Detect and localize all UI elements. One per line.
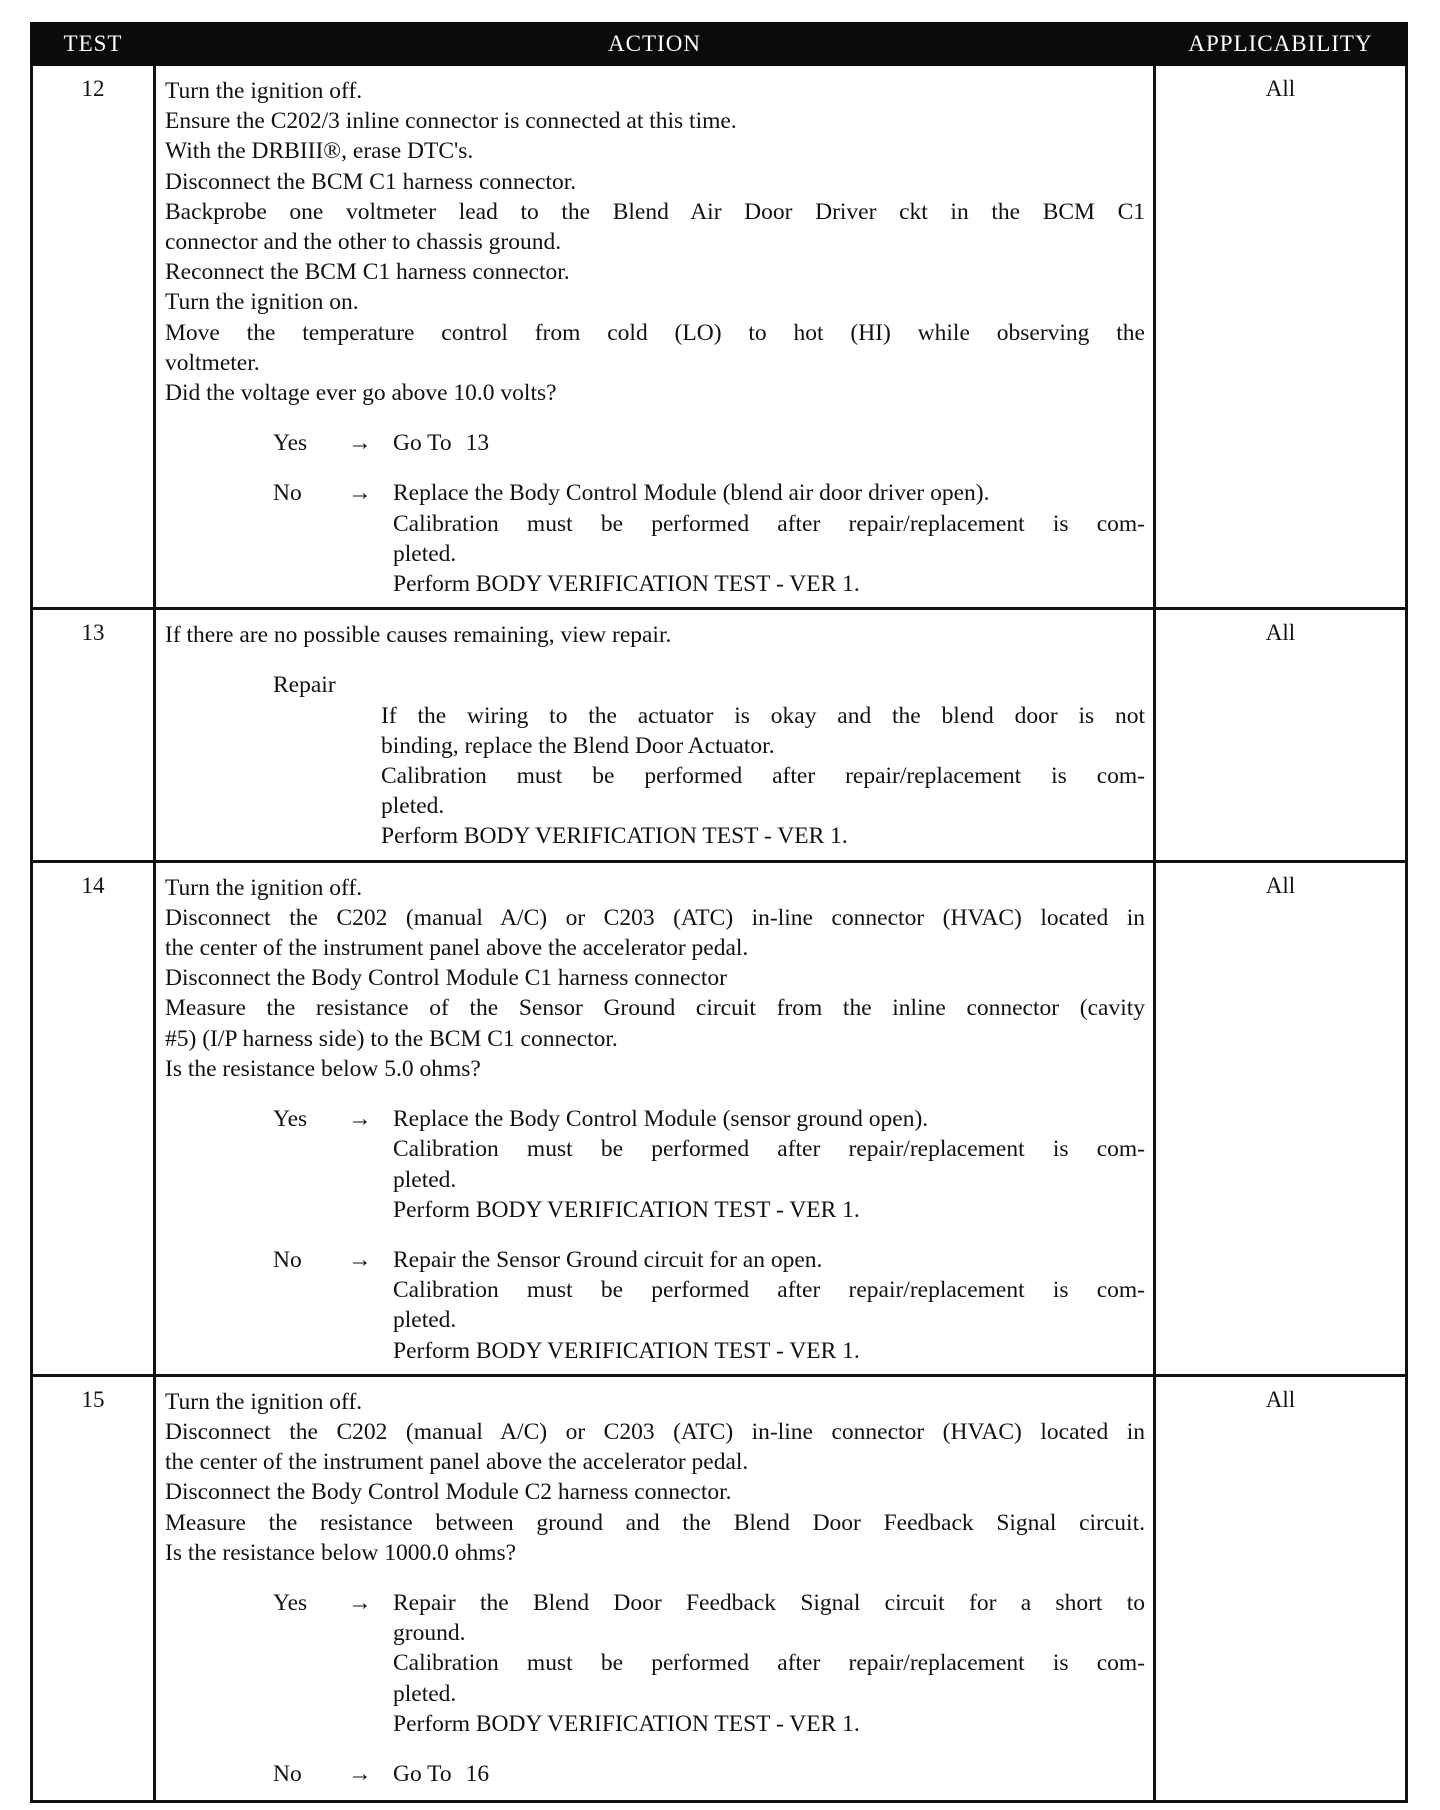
result-line: Replace the Body Control Module (blend air door driver open). — [393, 480, 990, 507]
action-cell — [155, 609, 1155, 861]
repair-line: Perform BODY VERIFICATION TEST - VER 1. — [381, 823, 848, 850]
header-test: TEST — [32, 24, 155, 65]
repair-line: If the wiring to the actuator is okay and the blend door is not — [381, 702, 1145, 729]
result-line: Perform BODY VERIFICATION TEST - VER 1. — [393, 1337, 860, 1364]
step-line: the center of the instrument panel above the accelerator pedal. — [165, 935, 749, 962]
yes-result — [165, 1104, 1145, 1225]
action-cell — [155, 65, 1155, 609]
step-line: Disconnect the C202 (manual A/C) or C203 (ATC) in-line connector (HVAC) located in — [165, 1418, 1145, 1445]
step-line: the center of the instrument panel above the accelerator pedal. — [165, 1449, 749, 1476]
no-label: No — [273, 1246, 302, 1273]
result-line: Calibration must be performed after repair/replacement is com- — [393, 510, 1145, 537]
step-line: Disconnect the Body Control Module C1 harness connector — [165, 965, 727, 992]
result-line: Calibration must be performed after repair/replacement is com- — [393, 1650, 1145, 1677]
test-row-14 — [32, 861, 1407, 1375]
repair-line: pleted. — [381, 793, 445, 820]
result-line: pleted. — [393, 540, 457, 567]
step-line: Did the voltage ever go above 10.0 volts? — [165, 380, 557, 407]
step-line: Backprobe one voltmeter lead to the Blend Air Door Driver ckt in the BCM C1 — [165, 198, 1145, 225]
step-line: voltmeter. — [165, 349, 260, 376]
result-line: Replace the Body Control Module (sensor ground open). — [393, 1106, 929, 1133]
step-line: Disconnect the C202 (manual A/C) or C203 (ATC) in-line connector (HVAC) located in — [165, 904, 1145, 931]
yes-label: Yes — [273, 430, 308, 457]
arrow-icon: → — [348, 1589, 372, 1616]
goto-instruction — [393, 428, 1145, 458]
repair-label: Repair — [273, 672, 336, 699]
step-line: Turn the ignition on. — [165, 289, 359, 316]
no-label: No — [273, 1760, 302, 1787]
step-line: Measure the resistance between ground and the Blend Door Feedback Signal circuit. — [165, 1509, 1145, 1536]
no-result — [165, 1759, 1145, 1789]
step-line: If there are no possible causes remaining, view repair. — [165, 622, 672, 649]
diagnostic-test-table — [30, 22, 1408, 1803]
arrow-icon: → — [348, 480, 372, 507]
step-line: Is the resistance below 5.0 ohms? — [165, 1055, 481, 1082]
result-text — [393, 1588, 1145, 1739]
step-line: Ensure the C202/3 inline connector is connected at this time. — [165, 108, 737, 135]
step-line: With the DRBIII®, erase DTC's. — [165, 138, 474, 165]
step-line: Turn the ignition off. — [165, 78, 363, 104]
repair-line: Calibration must be performed after repair/replacement is com- — [381, 763, 1145, 790]
header-applicability: APPLICABILITY — [1155, 24, 1407, 65]
step-line: connector and the other to chassis ground. — [165, 229, 562, 256]
test-number: 12 — [32, 65, 155, 609]
applicability-value: All — [1155, 861, 1407, 1375]
action-cell — [155, 1375, 1155, 1801]
result-line: pleted. — [393, 1307, 457, 1334]
step-line: Turn the ignition off. — [165, 874, 363, 901]
yes-label: Yes — [273, 1589, 308, 1616]
test-number: 15 — [32, 1375, 155, 1801]
test-number: 14 — [32, 861, 155, 1375]
result-text — [393, 478, 1145, 599]
step-line: Move the temperature control from cold (LO) to hot (HI) while observing the — [165, 319, 1145, 346]
goto-instruction — [393, 1759, 1145, 1789]
arrow-icon: → — [348, 430, 372, 457]
applicability-value: All — [1155, 609, 1407, 861]
goto-label: Go To — [393, 1760, 452, 1787]
arrow-icon: → — [348, 1106, 372, 1133]
step-line: Disconnect the BCM C1 harness connector. — [165, 168, 577, 195]
action-cell — [155, 861, 1155, 1375]
result-line: Repair the Blend Door Feedback Signal circuit for a short to — [393, 1589, 1145, 1616]
repair-text — [165, 701, 1145, 852]
result-line: Repair the Sensor Ground circuit for an open. — [393, 1246, 823, 1273]
result-text — [393, 1245, 1145, 1366]
result-line: Perform BODY VERIFICATION TEST - VER 1. — [393, 1710, 860, 1737]
repair-line: binding, replace the Blend Door Actuator. — [381, 732, 775, 759]
result-line: Perform BODY VERIFICATION TEST - VER 1. — [393, 571, 860, 598]
no-label: No — [273, 480, 302, 507]
result-text — [393, 1104, 1145, 1225]
test-number: 13 — [32, 609, 155, 861]
step-line: Turn the ignition off. — [165, 1388, 363, 1415]
step-line: Measure the resistance of the Sensor Ground circuit from the inline connector (cavity — [165, 995, 1145, 1022]
result-line: pleted. — [393, 1680, 457, 1707]
arrow-icon: → — [348, 1246, 372, 1273]
applicability-value: All — [1155, 65, 1407, 609]
step-line: Reconnect the BCM C1 harness connector. — [165, 259, 570, 286]
test-row-15 — [32, 1375, 1407, 1801]
yes-result — [165, 428, 1145, 458]
yes-label: Yes — [273, 1106, 308, 1133]
test-row-13 — [32, 609, 1407, 861]
arrow-icon: → — [348, 1760, 372, 1787]
diagnostic-table-sheet — [30, 22, 1405, 1803]
result-line: ground. — [393, 1620, 466, 1647]
header-action: ACTION — [155, 24, 1155, 65]
result-line: pleted. — [393, 1166, 457, 1193]
no-result — [165, 478, 1145, 599]
goto-number: 16 — [465, 1760, 490, 1787]
applicability-value: All — [1155, 1375, 1407, 1801]
result-line: Perform BODY VERIFICATION TEST - VER 1. — [393, 1196, 860, 1223]
yes-result — [165, 1588, 1145, 1739]
step-line: Disconnect the Body Control Module C2 harness connector. — [165, 1479, 732, 1506]
step-line: #5) (I/P harness side) to the BCM C1 connector. — [165, 1025, 618, 1052]
no-result — [165, 1245, 1145, 1366]
test-row-12 — [32, 65, 1407, 609]
goto-label: Go To — [393, 430, 452, 457]
result-line: Calibration must be performed after repair/replacement is com- — [393, 1136, 1145, 1163]
table-header-row — [32, 24, 1407, 65]
step-line: Is the resistance below 1000.0 ohms? — [165, 1539, 517, 1566]
result-line: Calibration must be performed after repair/replacement is com- — [393, 1277, 1145, 1304]
goto-number: 13 — [465, 430, 490, 457]
